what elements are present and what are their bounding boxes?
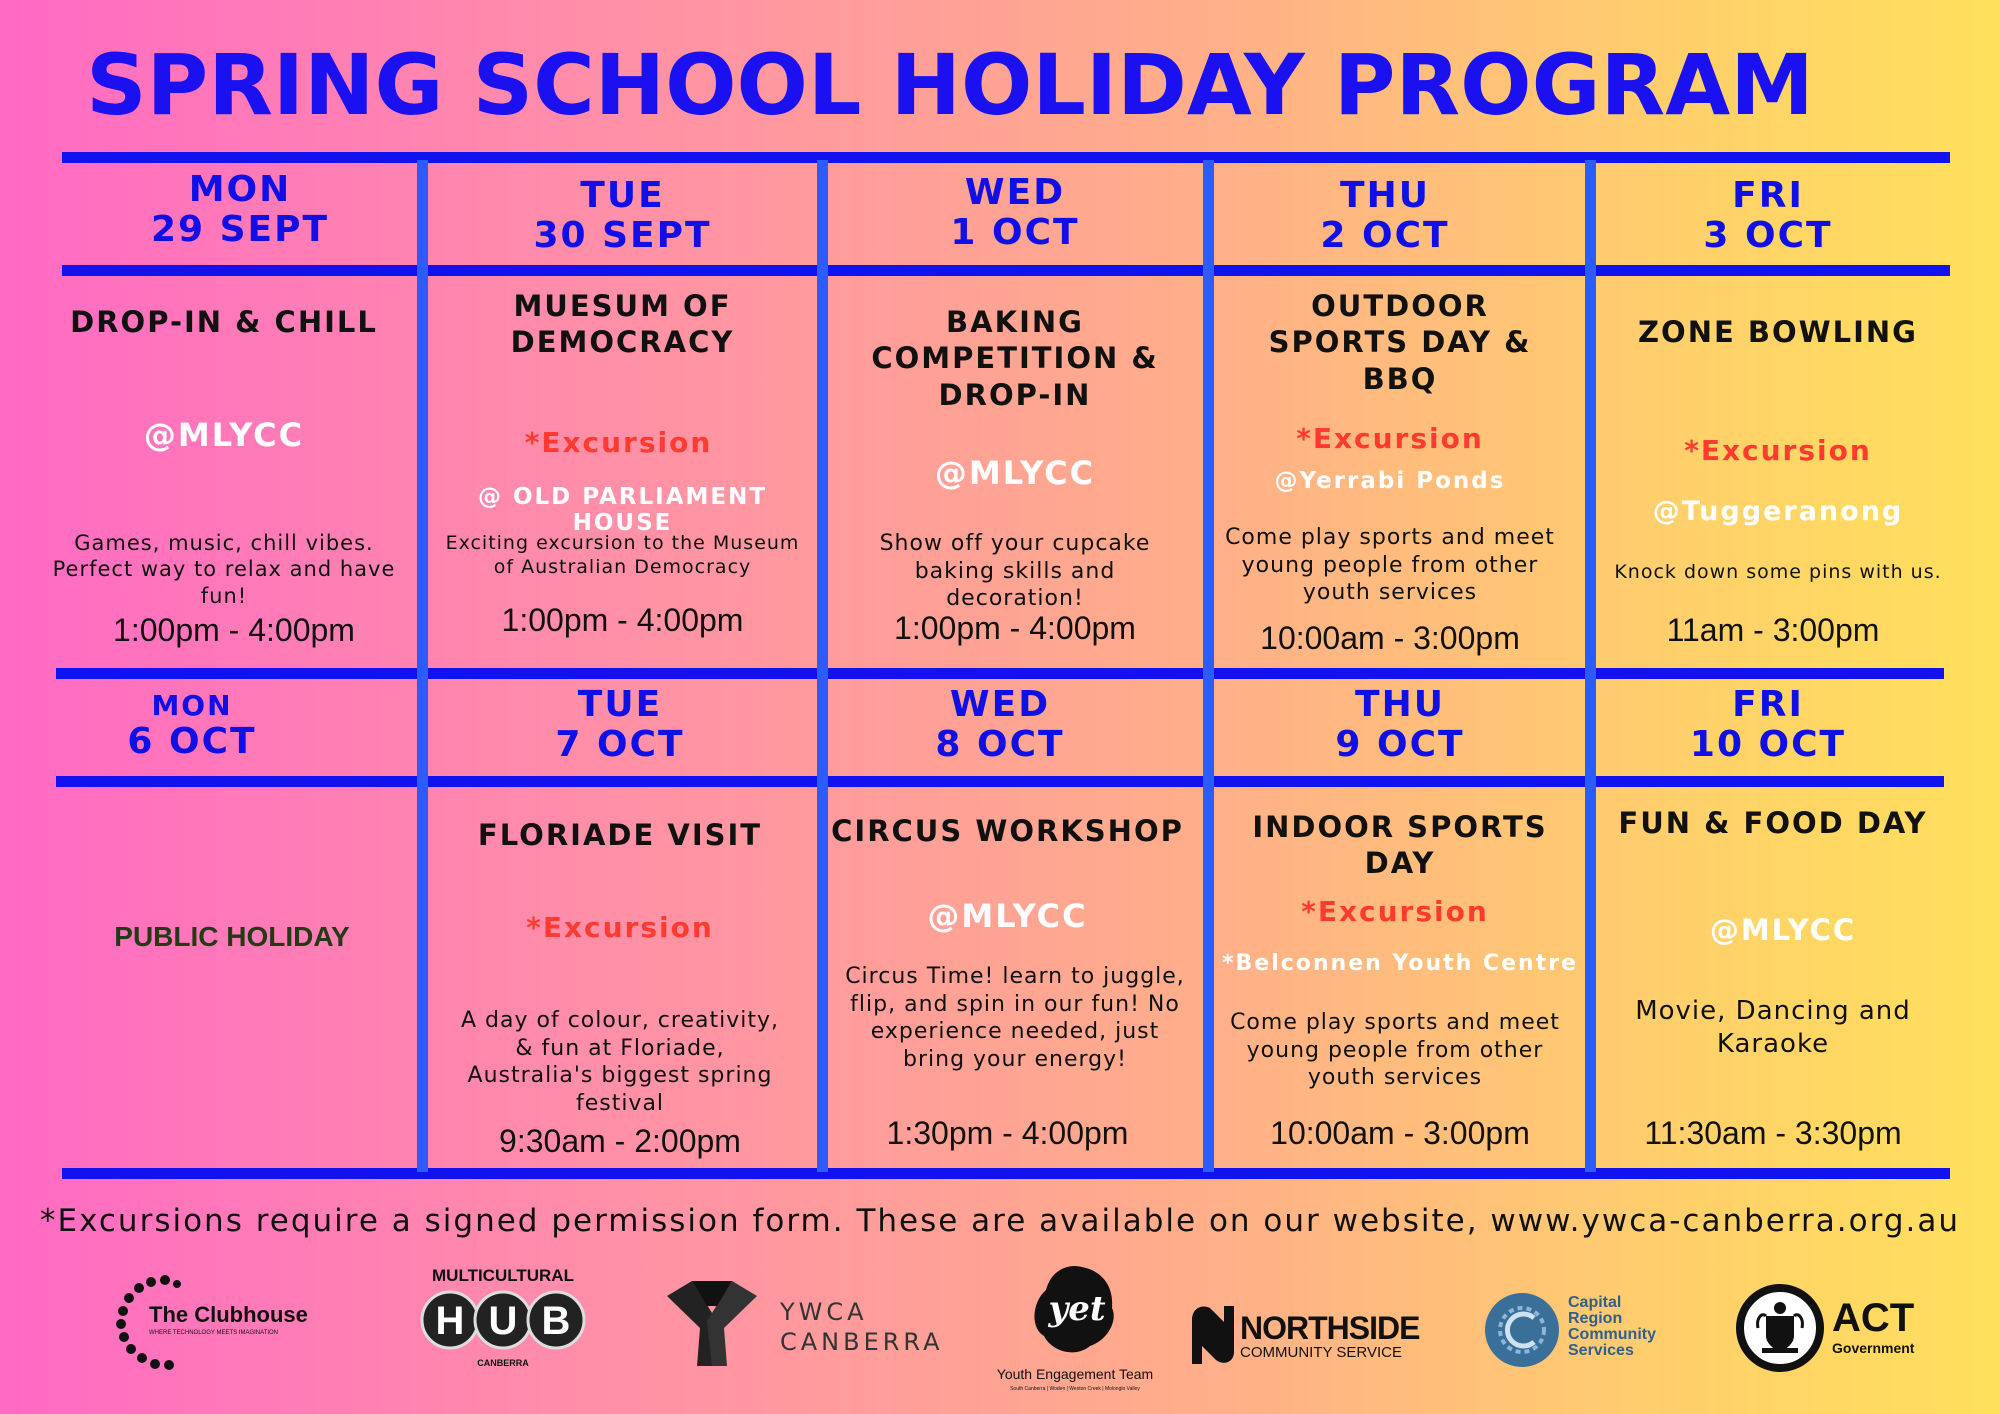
activity-description: Knock down some pins with us.: [1614, 561, 1942, 583]
svg-text:yet: yet: [1048, 1289, 1106, 1329]
activity-card-circus-workshop: [830, 787, 1200, 1167]
activity-card-outdoor-sports-day: [1215, 276, 1585, 668]
day-header-mon-29-sept: [70, 169, 410, 250]
day-header-thu-9-oct: [1215, 684, 1585, 765]
day-date: 7 OCT: [555, 724, 685, 765]
day-name: WED: [949, 684, 1051, 725]
activity-time: 1:30pm - 4:00pm: [886, 1115, 1129, 1151]
activity-description: A day of colour, creativity, & fun at Floriade, Australia's biggest spring festival: [461, 1008, 779, 1116]
activity-time: 1:00pm - 4:00pm: [501, 602, 744, 638]
grid-line-top: [62, 152, 1950, 163]
activity-time: 10:00am - 3:00pm: [1260, 620, 1520, 656]
day-date: 30 SEPT: [533, 215, 712, 256]
hub-letters: [420, 1290, 586, 1350]
public-holiday-label: PUBLIC HOLIDAY: [114, 921, 350, 952]
page-title: SPRING SCHOOL HOLIDAY PROGRAM: [86, 36, 1814, 134]
day-header-wed-1-oct: [830, 172, 1200, 253]
ywca-canberra-logo: [662, 1276, 944, 1371]
activity-title: DROP-IN & CHILL: [70, 305, 378, 339]
day-date: 9 OCT: [1335, 724, 1465, 765]
activity-description: Circus Time! learn to juggle, flip, and spin in our fun! No experience needed, just bring your energy!: [845, 964, 1185, 1072]
activity-location: @Yerrabi Ponds: [1274, 468, 1506, 494]
day-header-mon-6-oct: [62, 689, 322, 762]
activity-card-public-holiday: [62, 787, 402, 1167]
activity-title: ZONE BOWLING: [1638, 315, 1918, 349]
svg-text:U: U: [488, 1299, 518, 1343]
activity-location: @MLYCC: [927, 897, 1088, 935]
activity-title: FLORIADE VISIT: [477, 818, 763, 852]
yet-splash-icon: [990, 1262, 1160, 1362]
ywca-line2: CANBERRA: [780, 1328, 944, 1356]
clubhouse-logo: [115, 1272, 315, 1372]
grid-line-bottom: [62, 1168, 1950, 1179]
activity-time: 1:00pm - 4:00pm: [113, 612, 355, 648]
excursion-label: *Excursion: [524, 426, 713, 459]
activity-time: 11am - 3:00pm: [1666, 612, 1880, 648]
act-government-logo: [1736, 1284, 1916, 1379]
activity-card-drop-in-chill: [40, 276, 408, 668]
day-name: MON: [188, 169, 292, 210]
excursion-label: *Excursion: [1301, 895, 1489, 928]
day-date: 2 OCT: [1320, 215, 1450, 256]
day-name: FRI: [1732, 684, 1804, 725]
activity-description: Exciting excursion to the Museum of Australian Democracy: [445, 532, 800, 578]
northside-n-icon: [1188, 1302, 1236, 1368]
activity-location: *Belconnen Youth Centre: [1222, 951, 1578, 976]
hub-circles-icon: [420, 1290, 586, 1350]
day-header-wed-8-oct: [830, 684, 1170, 765]
day-date: 1 OCT: [950, 212, 1080, 253]
clubhouse-tagline: WHERE TECHNOLOGY MEETS IMAGINATION: [149, 1330, 279, 1336]
activity-time: 10:00am - 3:00pm: [1270, 1115, 1530, 1151]
activity-title: MUESUM OF DEMOCRACY: [510, 289, 735, 360]
activity-time: 1:00pm - 4:00pm: [894, 610, 1136, 646]
day-date: 10 OCT: [1689, 724, 1847, 765]
activity-location: @MLYCC: [934, 454, 1096, 492]
activity-description: Movie, Dancing and Karaoke: [1635, 996, 1911, 1059]
activity-description: Come play sports and meet young people from other youth services: [1230, 1010, 1560, 1090]
day-name: FRI: [1732, 175, 1804, 216]
day-header-thu-2-oct: [1215, 175, 1555, 256]
day-name: TUE: [577, 684, 663, 725]
day-date: 29 SEPT: [150, 209, 330, 250]
activity-title: FUN & FOOD DAY: [1618, 806, 1928, 840]
northside-sub: COMMUNITY SERVICE: [1240, 1344, 1402, 1361]
permission-form-note: *Excursions require a signed permission form. These are available on our website, www.ywca-canberra.org.au: [40, 1203, 1960, 1239]
capital-region-community-services-logo: [1482, 1290, 1682, 1380]
act-sub: Government: [1832, 1340, 1915, 1356]
youth-engagement-team-logo: [990, 1262, 1160, 1402]
activity-title: OUTDOOR SPORTS DAY & BBQ: [1268, 289, 1532, 396]
activity-title: CIRCUS WORKSHOP: [831, 814, 1184, 848]
day-name: THU: [1355, 684, 1445, 725]
activity-time: 9:30am - 2:00pm: [499, 1123, 741, 1159]
activity-location: @MLYCC: [1709, 913, 1857, 947]
day-date: 8 OCT: [935, 724, 1065, 765]
grid-line-week2-header-bottom: [56, 776, 1944, 787]
day-header-tue-30-sept: [430, 175, 815, 256]
day-header-fri-3-oct: [1598, 175, 1938, 256]
activity-location: @ OLD PARLIAMENT HOUSE: [477, 484, 768, 536]
clubhouse-name: The Clubhouse: [149, 1302, 308, 1327]
activity-location: @Tuggeranong: [1652, 496, 1904, 527]
svg-text:H: H: [435, 1299, 465, 1343]
grid-line-week1-header-bottom: [62, 265, 1950, 276]
activity-card-indoor-sports-day: [1215, 787, 1585, 1167]
activity-description: Come play sports and meet young people from other youth services: [1225, 525, 1555, 605]
day-date: 6 OCT: [127, 721, 257, 762]
activity-title: INDOOR SPORTS DAY: [1252, 810, 1548, 881]
activity-description: Games, music, chill vibes. Perfect way to relax and have fun!: [52, 531, 396, 608]
act-name: ACT: [1832, 1296, 1915, 1340]
activity-card-museum-of-democracy: [430, 276, 815, 668]
day-header-tue-7-oct: [430, 684, 810, 765]
activity-card-zone-bowling: [1598, 276, 1968, 668]
act-crest-icon: [1736, 1284, 1824, 1372]
svg-text:B: B: [541, 1299, 571, 1343]
crcs-line-2: Region: [1568, 1310, 1623, 1327]
excursion-label: *Excursion: [1684, 434, 1872, 467]
ywca-line1: YWCA: [780, 1298, 868, 1326]
grid-column-divider: [417, 160, 428, 1172]
grid-line-week1-bottom: [56, 668, 1944, 679]
yet-regions: South Canberra | Woden | Weston Creek | Molonglo Valley: [1010, 1386, 1140, 1392]
day-name: MON: [151, 689, 233, 722]
activity-time: 11:30am - 3:30pm: [1644, 1115, 1902, 1151]
excursion-label: *Excursion: [526, 911, 714, 944]
activity-card-floriade-visit: [430, 787, 810, 1167]
day-name: TUE: [580, 175, 665, 216]
day-name: WED: [964, 172, 1066, 213]
activity-card-fun-food-day: [1598, 787, 1968, 1167]
activity-title: BAKING COMPETITION & DROP-IN: [871, 305, 1159, 412]
activity-card-baking-competition: [830, 276, 1200, 668]
grid-column-divider: [817, 160, 828, 1172]
northside-community-service-logo: [1188, 1302, 1428, 1372]
northside-name: NORTHSIDE: [1240, 1310, 1420, 1346]
day-date: 3 OCT: [1703, 215, 1833, 256]
day-name: THU: [1340, 175, 1430, 216]
crcs-circle-icon: [1482, 1290, 1562, 1370]
multicultural-hub-logo: [418, 1266, 588, 1376]
excursion-label: *Excursion: [1296, 422, 1484, 455]
day-header-fri-10-oct: [1598, 684, 1938, 765]
crcs-line-1: Capital: [1568, 1294, 1622, 1311]
activity-location: @MLYCC: [143, 416, 305, 454]
hub-top-label: MULTICULTURAL: [432, 1266, 574, 1285]
yet-name: Youth Engagement Team: [996, 1366, 1154, 1382]
crcs-line-3: Community: [1568, 1326, 1656, 1343]
crcs-line-4: Services: [1568, 1342, 1634, 1359]
activity-description: Show off your cupcake baking skills and decoration!: [879, 531, 1151, 611]
ywca-mark-icon: [662, 1276, 762, 1371]
hub-bottom-label: CANBERRA: [477, 1358, 529, 1368]
